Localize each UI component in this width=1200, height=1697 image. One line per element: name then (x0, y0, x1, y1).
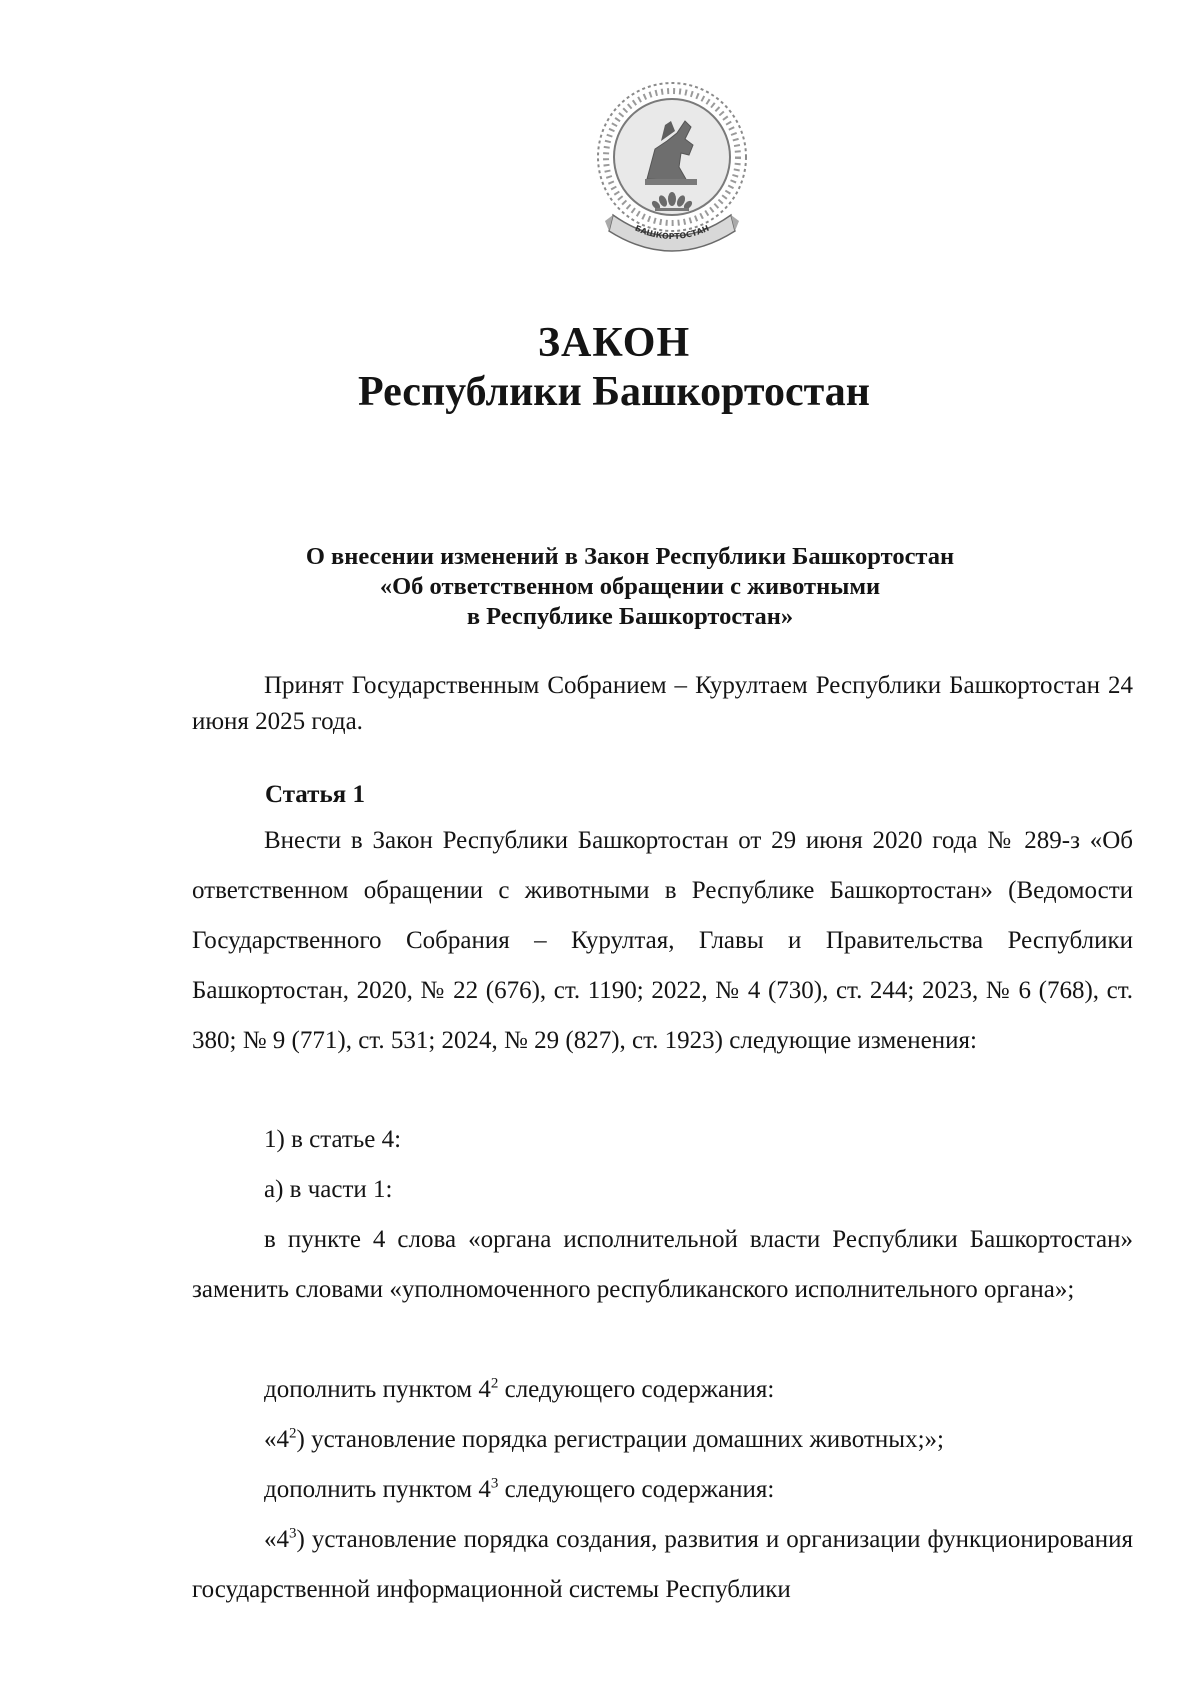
article-intro: Внести в Закон Республики Башкортостан от 29 июня 2020 года № 289-з «Об ответственном обращении с животными в Республике Башкортостан» (Ведомости Государственного Собрания – Курултая, Главы и Правительства Республики Башкортостан, 2020, № 22 (676), ст. 1190; 2022, № 4 (730), ст. 244; 2023, № 6 (768), ст. 380; № 9 (771), ст. 531; 2024, № 29 (827), ст. 1923) следующие изменения: (192, 827, 1133, 1054)
quote-point-4-3: «$4^3$) установление порядка создания, развития и организации функционирования государственной информационной системы Республики (192, 1525, 1133, 1603)
subject-line-2: «Об ответственном обращении с животными (379, 573, 881, 600)
add-point-4-2: дополнить пунктом $4^2$ следующего содержания: (264, 1375, 775, 1403)
coat-of-arms-emblem (585, 75, 759, 265)
emblem-ribbon-text: БАШКОРТОСТАН (633, 223, 711, 242)
item-1: 1) в статье 4: (264, 1126, 402, 1153)
point-4-amendment: в пункте 4 слова «органа исполнительной власти Республики Башкортостан» заменить словами «уполномоченного республиканского исполнительного органа»; (192, 1226, 1133, 1303)
item-1a: а) в части 1: (264, 1176, 393, 1203)
document-title: ЗАКОН (537, 320, 691, 366)
subject-line-3: в Республике Башкортостан» (466, 603, 794, 630)
law-subject (190, 542, 1070, 632)
document-subtitle: Республики Башкортостан (358, 369, 870, 415)
add-point-4-3: дополнить пунктом $4^3$ следующего содержания: (264, 1475, 775, 1503)
quote-point-4-2: «$4^2$) установление порядка регистрации домашних животных;»; (264, 1425, 944, 1453)
adoption-note: Принят Государственным Собранием – Курултаем Республики Башкортостан 24 июня 2025 года. (192, 672, 1133, 735)
subject-line-1: О внесении изменений в Закон Республики Башкортостан (305, 543, 955, 570)
article-heading: Статья 1 (265, 781, 365, 808)
